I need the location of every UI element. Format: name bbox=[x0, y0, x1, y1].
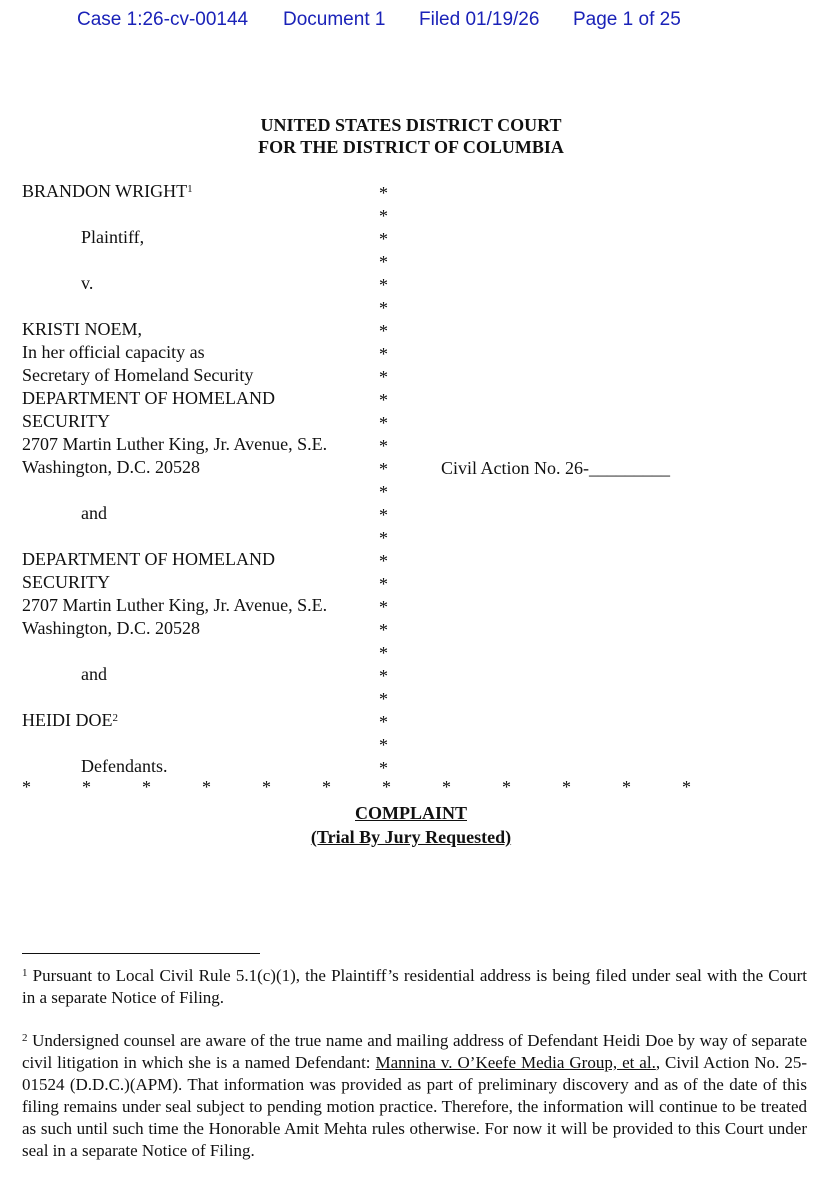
footnote-1-text: Pursuant to Local Civil Rule 5.1(c)(1), the Plaintiff’s residential address is being filed under seal with the Court in a separate Notice of Filing. bbox=[22, 966, 807, 1007]
caption-star: * bbox=[379, 620, 388, 640]
defendant-1-line: 2707 Martin Luther King, Jr. Avenue, S.E. bbox=[22, 434, 328, 454]
caption-star: * bbox=[379, 689, 388, 709]
document-number: Document 1 bbox=[283, 9, 386, 30]
caption-star: * bbox=[379, 551, 388, 571]
footnote-1-mark: 1 bbox=[22, 967, 28, 979]
case-number: Case 1:26-cv-00144 bbox=[77, 9, 249, 30]
caption-star: * bbox=[379, 344, 388, 364]
defendant-1-line: KRISTI NOEM, bbox=[22, 319, 142, 339]
cited-case-link: Mannina v. O’Keefe Media Group, et al. bbox=[375, 1053, 656, 1072]
plaintiff-name: BRANDON WRIGHT$^1$ bbox=[22, 181, 193, 201]
defendant-1-line: Washington, D.C. 20528 bbox=[22, 457, 201, 477]
footnote-2 bbox=[22, 1030, 807, 1162]
versus: v. bbox=[81, 273, 94, 293]
court-district: FOR THE DISTRICT OF COLUMBIA bbox=[258, 137, 564, 157]
caption-star: * bbox=[379, 275, 388, 295]
case-caption bbox=[22, 180, 372, 778]
defendant-2-line: 2707 Martin Luther King, Jr. Avenue, S.E. bbox=[22, 595, 328, 615]
caption-star: * bbox=[379, 390, 388, 410]
complaint-title: COMPLAINT bbox=[355, 803, 467, 823]
caption-star: * bbox=[442, 777, 451, 797]
caption-star: * bbox=[502, 777, 511, 797]
defendants-label: Defendants. bbox=[81, 756, 168, 776]
caption-star: * bbox=[379, 436, 388, 456]
defendant-2-line: SECURITY bbox=[22, 572, 111, 592]
caption-star: * bbox=[262, 777, 271, 797]
caption-star: * bbox=[379, 183, 388, 203]
caption-star: * bbox=[379, 413, 388, 433]
caption-star-column bbox=[379, 182, 399, 780]
caption-star: * bbox=[562, 777, 571, 797]
caption-star: * bbox=[142, 777, 151, 797]
caption-star: * bbox=[379, 252, 388, 272]
caption-star: * bbox=[379, 367, 388, 387]
footnote-separator bbox=[22, 953, 260, 954]
caption-star: * bbox=[379, 643, 388, 663]
caption-star-row bbox=[0, 776, 822, 799]
caption-star: * bbox=[22, 777, 31, 797]
footnote-ref-1: 1 bbox=[187, 183, 193, 195]
jury-request: (Trial By Jury Requested) bbox=[310, 827, 512, 847]
caption-star: * bbox=[379, 482, 388, 502]
ecf-header bbox=[0, 9, 822, 37]
and-conjunction: and bbox=[81, 664, 107, 684]
caption-star: * bbox=[379, 597, 388, 617]
plaintiff-label: Plaintiff, bbox=[81, 227, 145, 247]
filed-date: Filed 01/19/26 bbox=[419, 9, 540, 30]
defendant-1-line: In her official capacity as bbox=[22, 342, 205, 362]
caption-star: * bbox=[379, 666, 388, 686]
caption-star: * bbox=[379, 758, 388, 778]
caption-star: * bbox=[379, 505, 388, 525]
caption-star: * bbox=[382, 777, 391, 797]
caption-star: * bbox=[379, 321, 388, 341]
defendant-2-line: Washington, D.C. 20528 bbox=[22, 618, 201, 638]
footnote-2-text: Undersigned counsel are aware of the true name and mailing address of Defendant Heidi Doe by way of separate civil litigation in which she is a named Defendant: bbox=[22, 1031, 807, 1072]
caption-star: * bbox=[622, 777, 631, 797]
caption-star: * bbox=[379, 229, 388, 249]
defendant-1-line: Secretary of Homeland Security bbox=[22, 365, 254, 385]
caption-star: * bbox=[322, 777, 331, 797]
caption-star: * bbox=[379, 574, 388, 594]
footnote-2-text-cont: , Civil Action No. 25-01524 (D.D.C.)(APM). That information was provided as part of preliminary discovery and as of the date of this filing remains under seal subject to pending motion practice. Therefore, the information will continue to be treated as such until such time the Honorable Amit Mehta rules otherwise. For now it will be provided to this Court under seal in a separate Notice of Filing. bbox=[22, 1053, 807, 1160]
court-heading bbox=[0, 114, 822, 158]
footnote-1 bbox=[22, 965, 807, 1009]
complaint-title-block bbox=[0, 801, 822, 849]
court-name: UNITED STATES DISTRICT COURT bbox=[260, 115, 562, 135]
caption-star: * bbox=[379, 298, 388, 318]
caption-star: * bbox=[379, 735, 388, 755]
defendant-1-line: DEPARTMENT OF HOMELAND bbox=[22, 388, 275, 408]
caption-star: * bbox=[379, 206, 388, 226]
footnote-2-mark: 2 bbox=[22, 1032, 28, 1044]
and-conjunction: and bbox=[81, 503, 107, 523]
caption-star: * bbox=[379, 459, 388, 479]
defendant-3-name: HEIDI DOE$^2$ bbox=[22, 710, 118, 730]
civil-action-number: Civil Action No. 26-_________ bbox=[441, 458, 670, 478]
defendant-2-line: DEPARTMENT OF HOMELAND bbox=[22, 549, 275, 569]
defendant-1-line: SECURITY bbox=[22, 411, 111, 431]
caption-star: * bbox=[379, 528, 388, 548]
caption-star: * bbox=[682, 777, 691, 797]
caption-star: * bbox=[202, 777, 211, 797]
footnote-ref-2: 2 bbox=[112, 712, 118, 724]
caption-star: * bbox=[379, 712, 388, 732]
page-number: Page 1 of 25 bbox=[573, 9, 681, 30]
caption-star: * bbox=[82, 777, 91, 797]
